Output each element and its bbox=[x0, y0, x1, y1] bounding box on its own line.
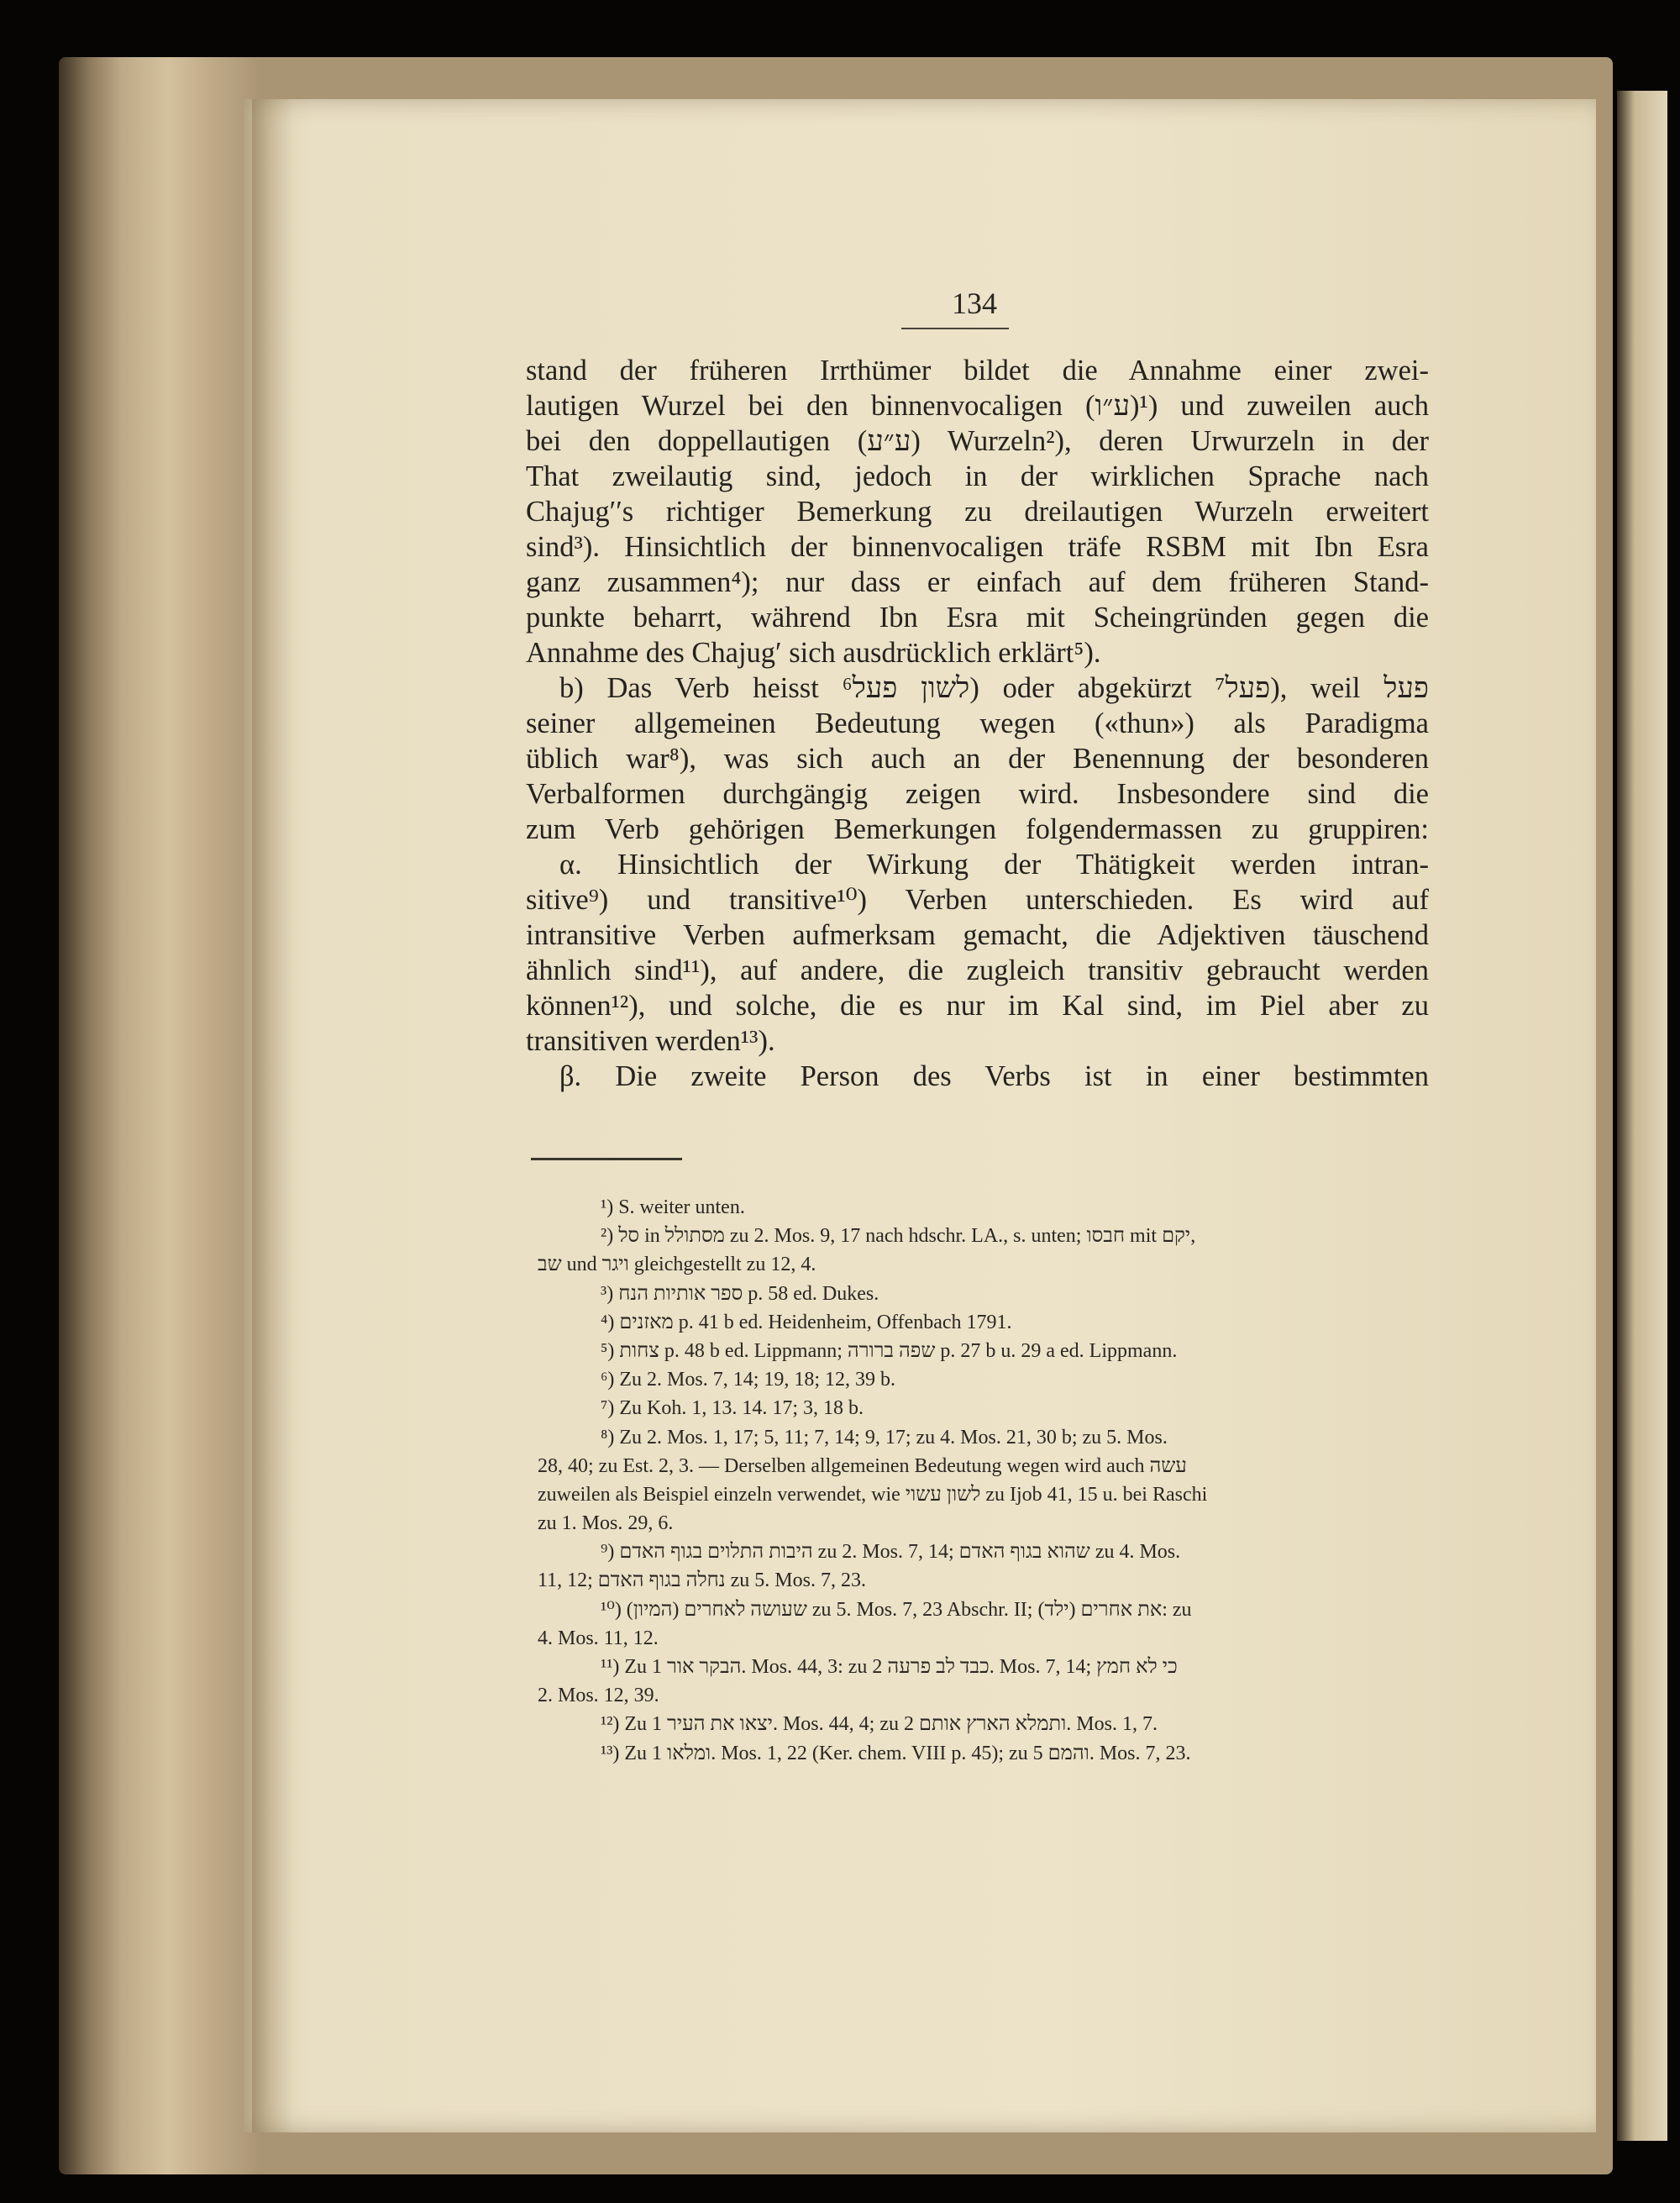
text-line: stand der früheren Irrthümer bildet die Annahme einer zwei- bbox=[526, 355, 1429, 386]
text-line: Chajug′′s richtiger Bemerkung zu dreilautigen Wurzeln erweitert bbox=[526, 496, 1429, 528]
page-gutter-shadow bbox=[252, 99, 294, 2132]
footnote-line: 28, 40; zu Est. 2, 3. — Derselben allgemeinen Bedeutung wegen wird auch עשה bbox=[538, 1454, 1187, 1477]
text-line: α. Hinsichtlich der Wirkung der Thätigkeit werden intran- bbox=[559, 849, 1429, 881]
text-line: zum Verb gehörigen Bemerkungen folgendermassen zu gruppiren: bbox=[526, 813, 1429, 845]
footnote-line: ¹) S. weiter unten. bbox=[601, 1196, 745, 1218]
text-line: That zweilautig sind, jedoch in der wirklichen Sprache nach bbox=[526, 460, 1429, 492]
text-line: bei den doppellautigen (ע״ע) Wurzeln²), deren Urwurzeln in der bbox=[526, 425, 1429, 457]
text-line: punkte beharrt, während Ibn Esra mit Scheingründen gegen die bbox=[526, 602, 1429, 634]
footnote-line: ⁶) Zu 2. Mos. 7, 14; 19, 18; 12, 39 b. bbox=[601, 1369, 896, 1391]
text-line: lautigen Wurzel bei den binnenvocaligen (ע״ו)¹) und zuweilen auch bbox=[526, 390, 1429, 422]
footnote-line: ⁵) צחות p. 48 b ed. Lippmann; שפה ברורה p. 27 b u. 29 a ed. Lippmann. bbox=[601, 1339, 1178, 1362]
footnote-line: ³) ספר אותיות הנח p. 58 ed. Dukes. bbox=[601, 1282, 879, 1305]
text-line: üblich war⁸), was sich auch an der Benennung der besonderen bbox=[526, 743, 1429, 775]
text-line: Verbalformen durchgängig zeigen wird. Insbesondere sind die bbox=[526, 778, 1429, 810]
footnote-line: ⁸) Zu 2. Mos. 1, 17; 5, 11; 7, 14; 9, 17; zu 4. Mos. 21, 30 b; zu 5. Mos. bbox=[601, 1426, 1168, 1449]
footnote-line: zuweilen als Beispiel einzeln verwendet, wie לשון עשוי zu Ijob 41, 15 u. bei Raschi bbox=[538, 1483, 1208, 1506]
footnote-line: 4. Mos. 11, 12. bbox=[538, 1627, 659, 1649]
footnote-line: שב und ויגר gleichgestellt zu 12, 4. bbox=[538, 1254, 816, 1276]
text-line: b) Das Verb heisst לשון פעל⁶) oder abgekürzt פעל⁷), weil פעל bbox=[559, 672, 1429, 704]
footnote-line: ¹⁰) (המיון) שעושה לאחרים zu 5. Mos. 7, 23 Abschr. II; (ילד) את אחרים: zu bbox=[601, 1598, 1192, 1621]
main-text bbox=[526, 353, 1429, 1094]
footnote-line: ¹²) Zu יצאו את העיר 1. Mos. 44, 4; zu ותמלא הארץ אותם 2. Mos. 1, 7. bbox=[601, 1713, 1158, 1736]
text-line: transitiven werden¹³). bbox=[526, 1025, 775, 1057]
text-line: sind³). Hinsichtlich der binnenvocaligen träfe RSBM mit Ibn Esra bbox=[526, 531, 1429, 563]
footnote-line: ¹¹) Zu הבקר אור 1. Mos. 44, 3: zu כבד לב פרעה 2. Mos. 7, 14; כי לא חמץ bbox=[601, 1656, 1178, 1678]
facing-page-edge bbox=[1617, 91, 1667, 2141]
page-number-rule bbox=[901, 328, 1009, 329]
text-line: seiner allgemeinen Bedeutung wegen («thun») als Paradigma bbox=[526, 707, 1429, 739]
footnote-line: ⁹) היבות התלוים בגוף האדם zu 2. Mos. 7, 14; שהוא בגוף האדם zu 4. Mos. bbox=[601, 1541, 1181, 1564]
text-line: ähnlich sind¹¹), auf andere, die zugleich transitiv gebraucht werden bbox=[526, 954, 1429, 986]
footnote-line: 11, 12; נחלה בגוף האדם zu 5. Mos. 7, 23. bbox=[538, 1569, 866, 1592]
text-line: sitive⁹) und transitive¹⁰) Verben unterschieden. Es wird auf bbox=[526, 884, 1429, 916]
footnote-line: ²) סל in מסתולל zu 2. Mos. 9, 17 nach hdschr. LA., s. unten; חבסו mit יקם, bbox=[601, 1225, 1196, 1248]
text-line: können¹²), und solche, die es nur im Kal sind, im Piel aber zu bbox=[526, 990, 1429, 1022]
page-number: 134 bbox=[952, 287, 997, 320]
text-line: Annahme des Chajug′ sich ausdrücklich erklärt⁵). bbox=[526, 637, 1101, 669]
footnote-line: ¹³) Zu ומלאו 1. Mos. 1, 22 (Ker. chem. VIII p. 45); zu והמם 5. Mos. 7, 23. bbox=[601, 1742, 1191, 1764]
text-line: intransitive Verben aufmerksam gemacht, die Adjektiven täuschend bbox=[526, 919, 1429, 951]
footnotes bbox=[538, 1193, 1445, 1768]
footnote-line: ⁴) מאזנים p. 41 b ed. Heidenheim, Offenbach 1791. bbox=[601, 1311, 1012, 1333]
text-line: β. Die zweite Person des Verbs ist in einer bestimmten bbox=[559, 1060, 1429, 1092]
footnote-line: 2. Mos. 12, 39. bbox=[538, 1685, 659, 1707]
footnote-separator bbox=[531, 1158, 682, 1160]
text-line: ganz zusammen⁴); nur dass er einfach auf dem früheren Stand- bbox=[526, 566, 1429, 598]
footnote-line: zu 1. Mos. 29, 6. bbox=[538, 1512, 674, 1535]
footnote-line: ⁷) Zu Koh. 1, 13. 14. 17; 3, 18 b. bbox=[601, 1397, 864, 1420]
